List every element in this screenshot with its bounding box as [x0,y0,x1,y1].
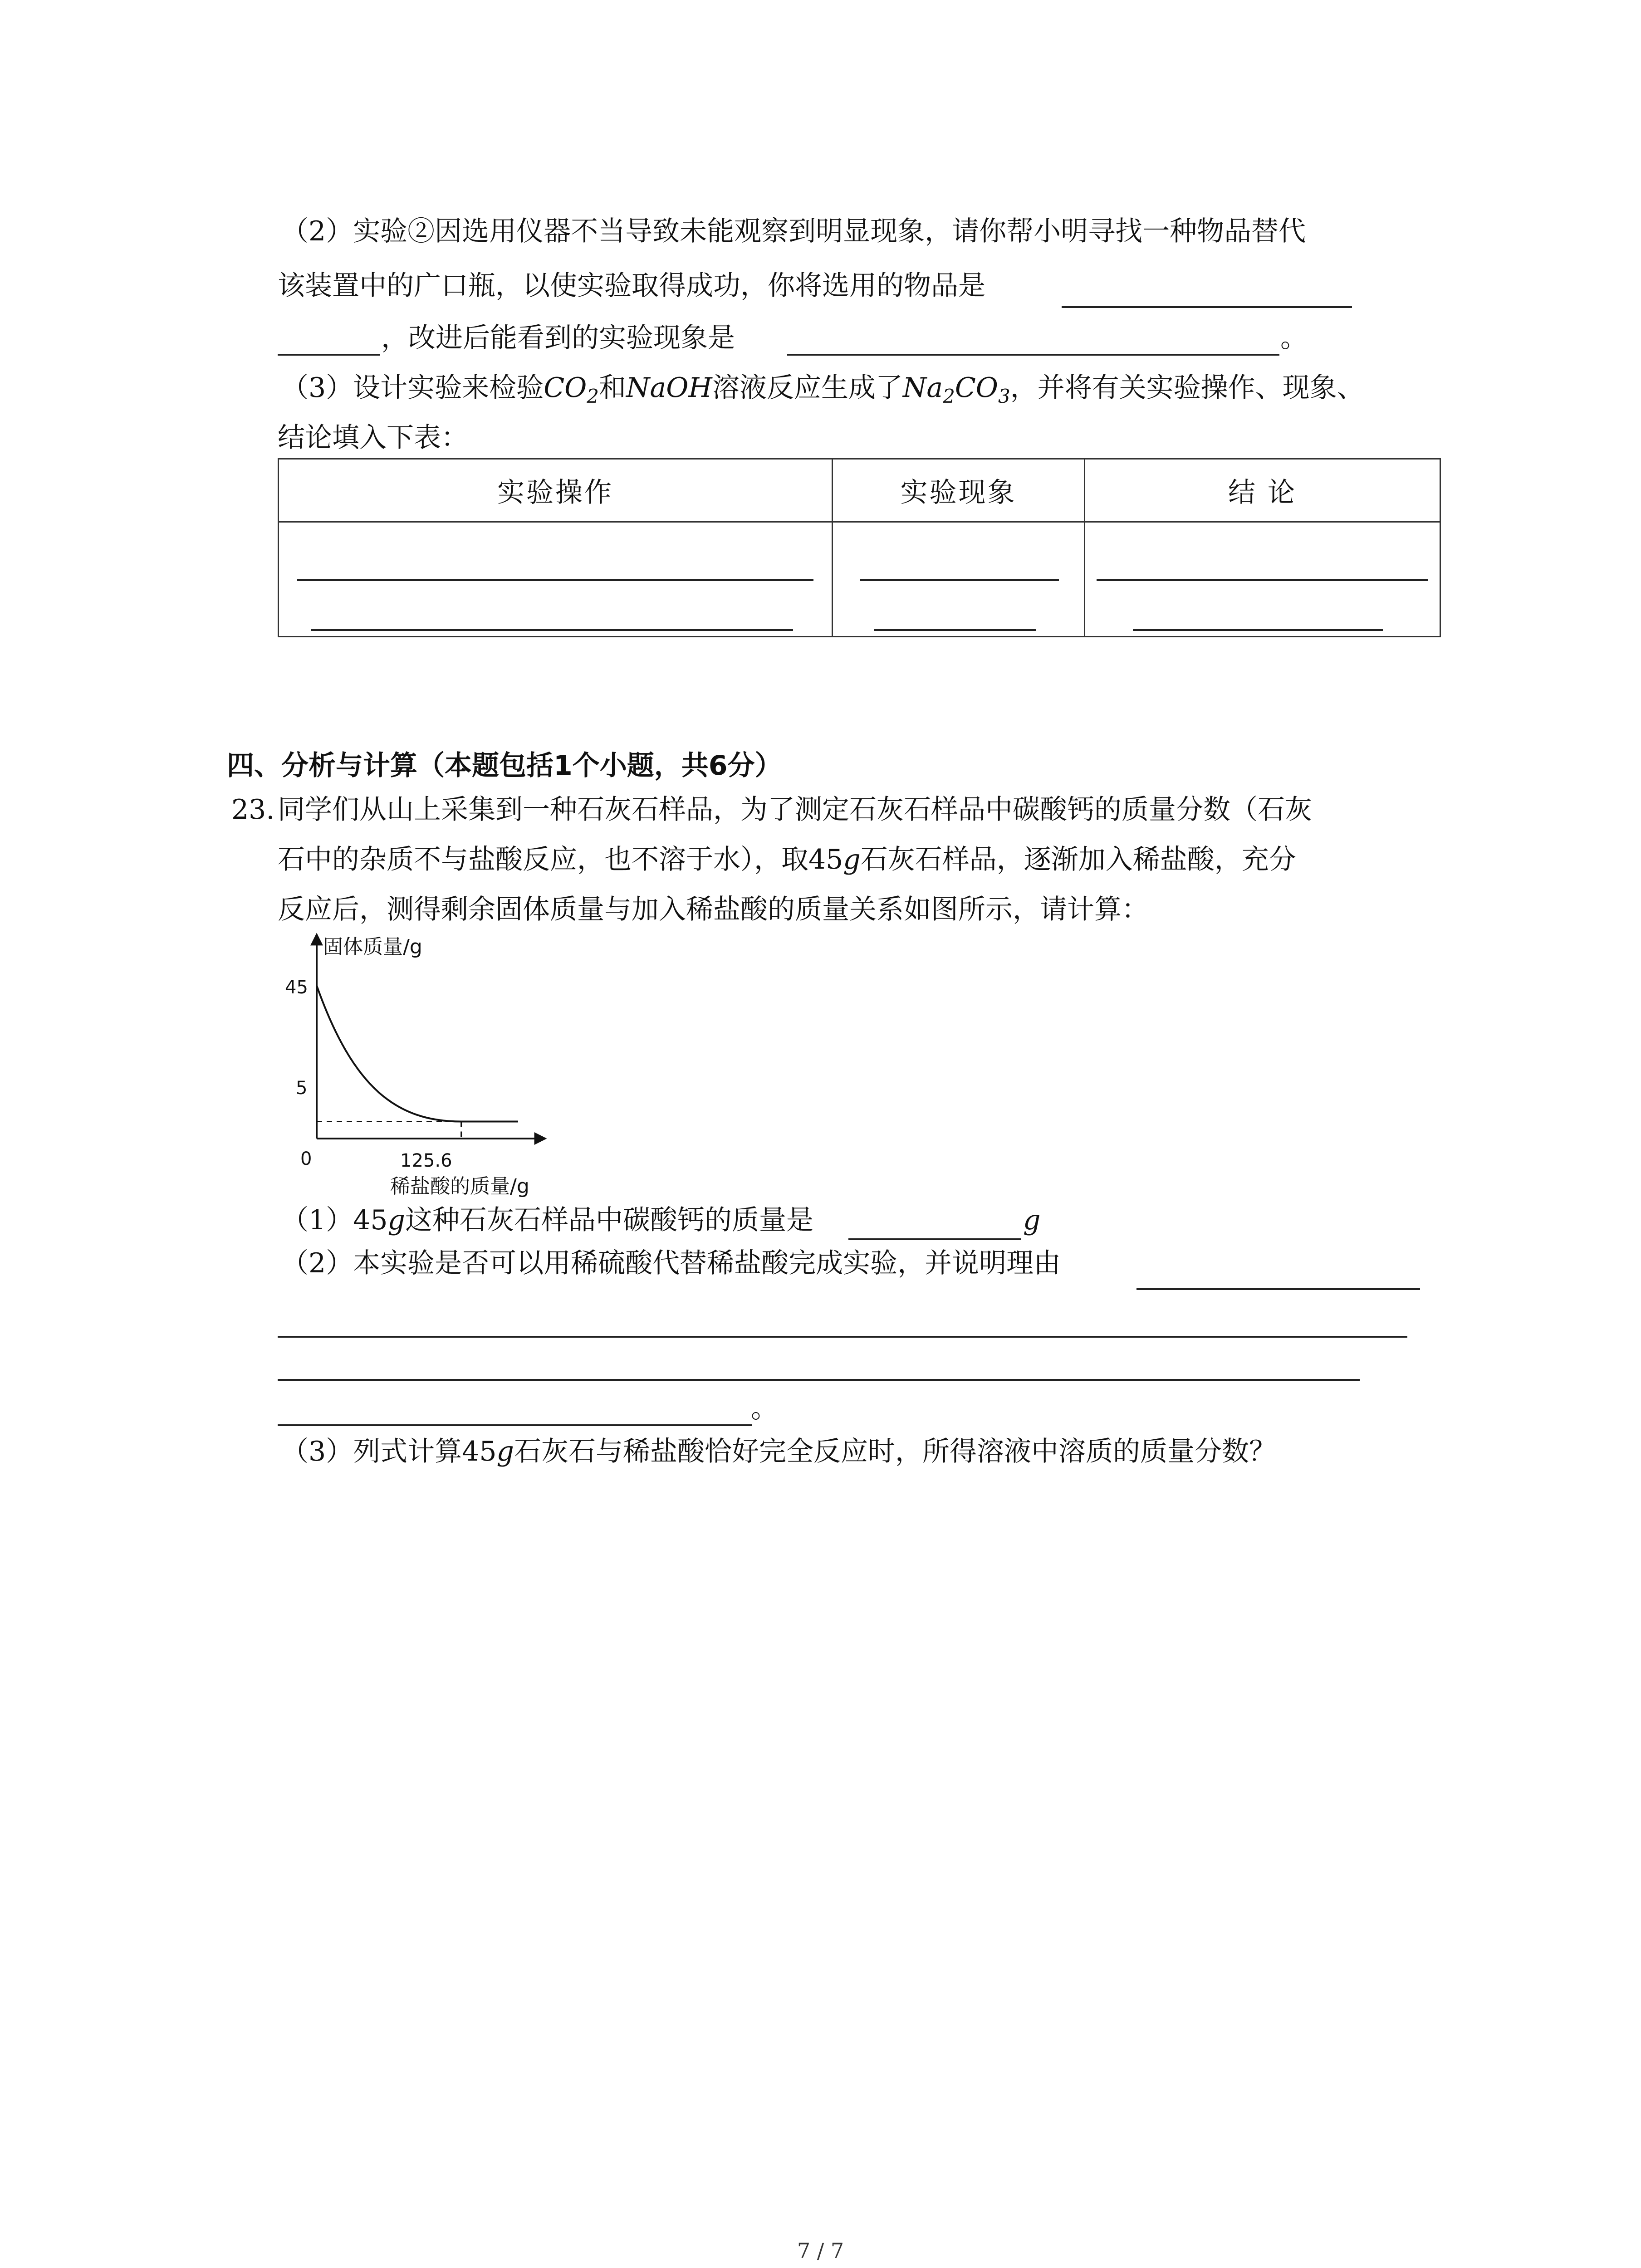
y-tick-45: 45 [285,977,308,998]
unit-g: g [1023,1204,1041,1236]
q22-part2-line1: （2）实验②因选用仪器不当导致未能观察到明显现象，请你帮小明寻找一种物品替代 [281,215,1306,247]
x-axis-label: 稀盐酸的质量/g [390,1175,529,1198]
q22-part2-line2: 该装置中的广口瓶，以使实验取得成功，你将选用的物品是 [278,270,985,302]
period: 。 [751,1393,778,1424]
mass-chart [281,925,563,1198]
answer-line[interactable] [874,629,1036,631]
answer-blank-phenomenon[interactable] [787,354,1279,356]
q23-line3: 反应后，测得剩余固体质量与加入稀盐酸的质量关系如图所示，请计算： [278,894,1149,925]
answer-line-reason-4[interactable] [278,1424,752,1426]
header-phenomenon: 实验现象 [833,459,1085,522]
cell-operation[interactable] [279,522,833,637]
q23-part2: （2）本实验是否可以用稀硫酸代替稀盐酸完成实验，并说明理由 [281,1247,1061,1279]
page-number: 7 / 7 [797,2239,844,2263]
answer-line[interactable] [1097,579,1428,581]
y-tick-5: 5 [296,1078,308,1099]
answer-line[interactable] [1133,629,1383,631]
cell-phenomenon[interactable] [833,522,1085,637]
experiment-table [278,458,1441,637]
answer-line-reason-3[interactable] [278,1379,1360,1381]
answer-line[interactable] [311,629,793,631]
answer-line[interactable] [860,579,1059,581]
period: 。 [1280,322,1308,354]
q23-part3: （3）列式计算45g石灰石与稀盐酸恰好完全反应时，所得溶液中溶质的质量分数？ [281,1436,1276,1467]
cell-conclusion[interactable] [1085,522,1440,637]
q22-part3-line2: 结论填入下表： [278,422,468,454]
q22-part3-line1: （3）设计实验来检验$CO_2$和NaOH溶液反应生成了$Na_2CO_3$，并将有关实验操作、现象、 [281,372,1364,407]
q23-line2: 石中的杂质不与盐酸反应，也不溶于水），取45g石灰石样品，逐渐加入稀盐酸，充分 [278,844,1296,875]
q22-part2-line3: ，改进后能看到的实验现象是 [381,322,735,354]
header-operation: 实验操作 [279,459,833,522]
q23-line1: 同学们从山上采集到一种石灰石样品，为了测定石灰石样品中碳酸钙的质量分数（石灰 [278,794,1312,826]
header-conclusion: 结 论 [1085,459,1440,522]
answer-blank-caco3-mass[interactable] [848,1238,1021,1240]
answer-blank-reason[interactable] [1136,1288,1420,1290]
origin-label: 0 [300,1149,312,1169]
q23-number: 23. [231,794,275,826]
answer-blank-item[interactable] [1062,306,1352,308]
answer-blank-item-cont[interactable] [278,354,380,356]
x-tick-125-6: 125.6 [400,1150,452,1171]
section-title: 四、分析与计算（本题包括1个小题，共6分） [227,750,782,782]
answer-line[interactable] [297,579,813,581]
mass-curve [317,986,461,1122]
y-axis-label: 固体质量/g [323,935,422,958]
answer-line-reason-2[interactable] [278,1336,1407,1338]
q23-part1: （1）45g这种石灰石样品中碳酸钙的质量是 [281,1204,813,1236]
